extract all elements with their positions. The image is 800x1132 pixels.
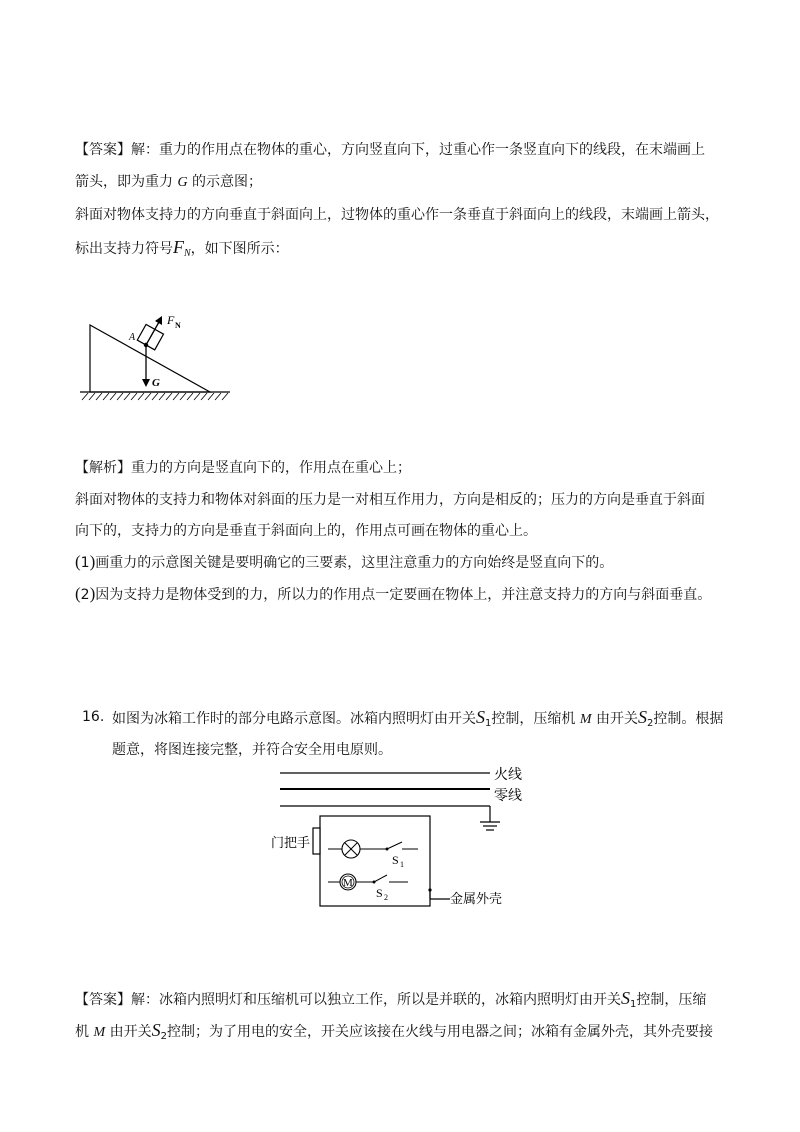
support-force-subscript: N bbox=[184, 248, 191, 259]
s1-label: S bbox=[392, 853, 399, 867]
gravity-symbol: G bbox=[177, 175, 188, 190]
answer1-line2 bbox=[75, 172, 262, 193]
label-fn-sub: N bbox=[175, 321, 181, 330]
door-handle-label: 门把手 bbox=[271, 836, 311, 851]
neutral-wire-label: 零线 bbox=[494, 788, 522, 804]
motor-icon bbox=[340, 874, 356, 890]
answer1-line3: 斜面对物体支持力的方向垂直于斜面向上，过物体的重心作一条垂直于斜面向上的线段，末端画上箭头， bbox=[75, 207, 719, 223]
answer2-s2: S bbox=[151, 1020, 161, 1040]
answer1-line4-a: 标出支持力符号 bbox=[75, 241, 173, 257]
question16-line2: 题意，将图连接完整，并符合安全用电原则。 bbox=[112, 742, 392, 758]
q16-s2: S bbox=[637, 707, 647, 727]
label-fn: F bbox=[167, 313, 175, 327]
q16-text-c: 由开关 bbox=[591, 711, 638, 727]
motor-label: M bbox=[343, 877, 353, 889]
q16-text-a: 如图为冰箱工作时的部分电路示意图。冰箱内照明灯由开关 bbox=[112, 711, 476, 727]
door-handle bbox=[313, 828, 320, 854]
s2-label-sub: 2 bbox=[384, 893, 388, 902]
answer1-line4-b: ，如下图所示： bbox=[190, 241, 289, 257]
metal-shell-label: 金属外壳 bbox=[450, 892, 503, 907]
fridge-circuit-diagram bbox=[265, 762, 535, 912]
ground-symbol bbox=[480, 822, 500, 830]
answer2-line1 bbox=[75, 988, 706, 1015]
q16-s1-sub: 1 bbox=[485, 718, 492, 729]
answer2-text-a: 【答案】解：冰箱内照明灯和压缩机可以独立工作，所以是并联的，冰箱内照明灯由开关 bbox=[75, 992, 621, 1008]
switch-s2 bbox=[374, 875, 387, 882]
fridge-box bbox=[320, 816, 430, 906]
analysis-point2: (2)因为支持力是物体受到的力，所以力的作用点一定要画在物体上，并注意支持力的方向与斜面垂直。 bbox=[75, 584, 712, 603]
q16-s1: S bbox=[476, 707, 485, 727]
answer2-text-b: 控制，压缩 bbox=[636, 992, 707, 1008]
answer2-text-e: 控制；为了用电的安全，开关应该接在火线与用电器之间；冰箱有金属外壳，其外壳要接 bbox=[166, 1024, 713, 1040]
answer2-s2-sub: 2 bbox=[160, 1031, 167, 1042]
s2-label: S bbox=[376, 886, 383, 900]
answer1-line2-a: 箭头，即为重力 bbox=[75, 174, 178, 190]
q16-s2-sub: 2 bbox=[646, 718, 654, 729]
s1-label-sub: 1 bbox=[400, 860, 404, 869]
support-force-symbol: F bbox=[173, 237, 184, 257]
incline-force-diagram bbox=[80, 305, 240, 405]
label-g: G bbox=[152, 377, 160, 389]
answer2-s1-sub: 1 bbox=[630, 999, 637, 1010]
analysis-point1: (1)画重力的示意图关键是要明确它的三要素，这里注意重力的方向始终是竖直向下的。 bbox=[75, 552, 614, 571]
q16-m: M bbox=[579, 712, 592, 727]
question16-line1 bbox=[112, 707, 723, 734]
answer2-m: M bbox=[93, 1025, 106, 1040]
switch-s1 bbox=[387, 842, 402, 849]
q16-text-b: 控制，压缩机 bbox=[491, 711, 580, 727]
answer2-text-c: 机 bbox=[75, 1024, 94, 1040]
answer2-s1: S bbox=[621, 988, 630, 1008]
gravity-arrowhead bbox=[142, 379, 150, 387]
ground-hatch bbox=[82, 393, 228, 400]
answer2-line2 bbox=[75, 1020, 713, 1047]
lamp-icon bbox=[342, 840, 360, 858]
live-wire-label: 火线 bbox=[494, 767, 522, 783]
analysis-line2: 斜面对物体的支持力和物体对斜面的压力是一对相互作用力，方向是相反的；压力的方向是垂直于斜面 bbox=[75, 492, 705, 508]
answer1-line2-b: 的示意图； bbox=[187, 174, 263, 190]
q16-text-d: 控制。根据 bbox=[653, 711, 724, 727]
point2-text: 因为支持力是物体受到的力，所以力的作用点一定要画在物体上，并注意支持力的方向与斜面垂直。 bbox=[95, 587, 712, 603]
analysis-line3: 向下的，支持力的方向是垂直于斜面向上的，作用点可画在物体的重心上。 bbox=[75, 523, 537, 539]
point1-text: 画重力的示意图关键是要明确它的三要素，这里注意重力的方向始终是竖直向下的。 bbox=[95, 555, 614, 571]
answer1-line1: 【答案】解：重力的作用点在物体的重心，方向竖直向下，过重心作一条竖直向下的线段，在末端画上 bbox=[75, 142, 705, 158]
answer2-text-d: 由开关 bbox=[105, 1024, 152, 1040]
analysis-line1: 【解析】重力的方向是竖直向下的，作用点在重心上； bbox=[75, 460, 411, 476]
point1-number: 1 bbox=[80, 555, 90, 571]
label-a: A bbox=[129, 332, 136, 343]
point2-number: 2 bbox=[80, 587, 90, 603]
answer1-line4 bbox=[75, 237, 289, 264]
question16-number: 16. bbox=[82, 709, 105, 725]
